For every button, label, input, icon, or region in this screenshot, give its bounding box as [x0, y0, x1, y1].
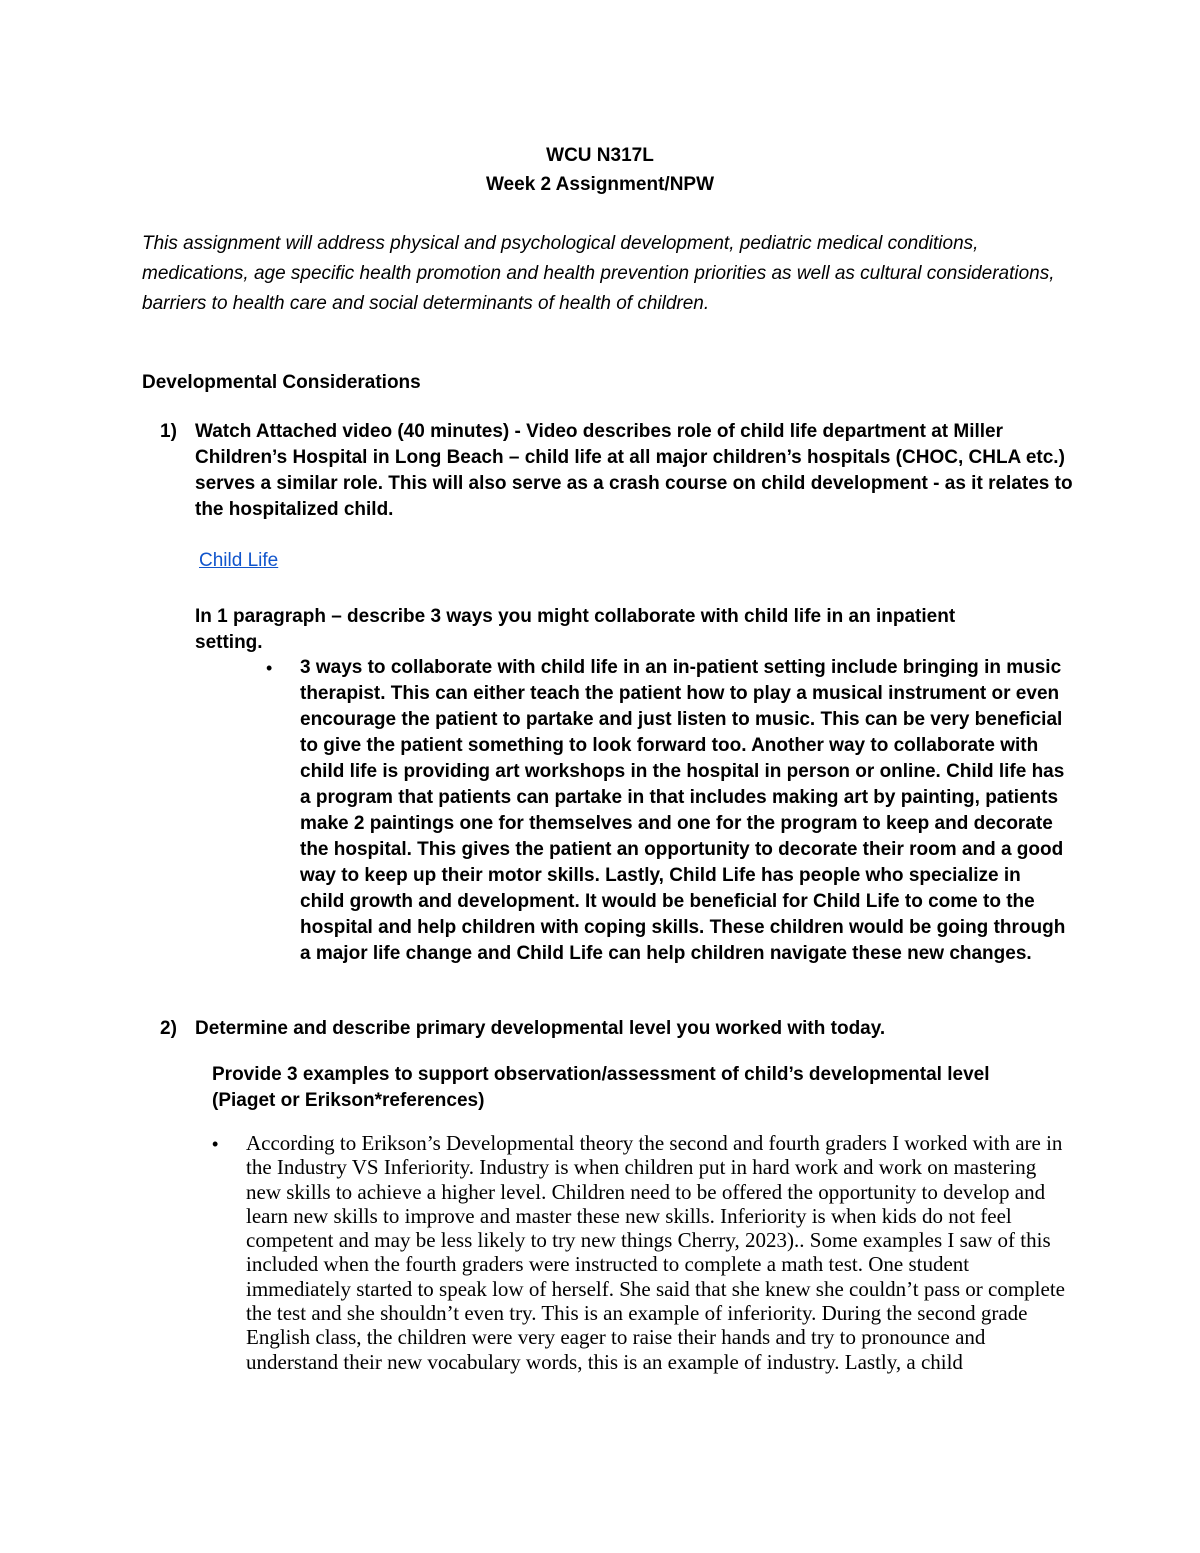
document-subtitle: Week 2 Assignment/NPW: [485, 174, 715, 195]
item-1-bullet-icon: •: [266, 658, 273, 678]
item-2-prompt: Provide 3 examples to support observation/assessment of child’s developmental level (Piaget or Erikson*references): [212, 1064, 990, 1111]
document-title: WCU N317L: [546, 145, 654, 166]
child-life-link[interactable]: Child Life: [199, 550, 279, 571]
item-2-text: Determine and describe primary developmental level you worked with today.: [195, 1018, 886, 1039]
item-2-bullet-icon: •: [212, 1134, 219, 1154]
item-2-number: 2): [160, 1018, 177, 1039]
assignment-intro: This assignment will address physical and psychological development, pediatric medical conditions, medications, age specific health promotion and health prevention priorities as well as cultural considerations, barriers to health care and social determinants of health of children.: [142, 233, 1055, 314]
item-1-prompt: In 1 paragraph – describe 3 ways you might collaborate with child life in an inpatient setting.: [195, 606, 956, 653]
item-1-answer: 3 ways to collaborate with child life in an in-patient setting include bringing in music therapist. This can either teach the patient how to play a musical instrument or even encourage the patient to partake and just listen to music. This can be very beneficial to give the patient something to look forward too. Another way to collaborate with child life is providing art workshops in the hospital in person or online. Child life has a program that patients can partake in that includes making art by painting, patients make 2 paintings one for themselves and one for the program to keep and decorate the hospital. This gives the patient an opportunity to decorate their room and a good way to keep up their motor skills. Lastly, Child Life has people who specialize in child growth and development. It would be beneficial for Child Life to come to the hospital and help children with coping skills. These children would be going through a major life change and Child Life can help children navigate these new changes.: [300, 657, 1066, 964]
item-1-text: Watch Attached video (40 minutes) - Video describes role of child life department at Miller Children’s Hospital in Long Beach – child life at all major children’s hospitals (CHOC, CHLA etc.) serves a similar role. This will also serve as a crash course on child development - as it relates to the hospitalized child.: [195, 421, 1073, 520]
section-heading: Developmental Considerations: [142, 372, 421, 393]
item-2-answer: According to Erikson’s Developmental theory the second and fourth graders I worked with are in the Industry VS Inferiority. Industry is when children put in hard work and work on mastering new skills to achieve a higher level. Children need to be offered the opportunity to develop and learn new skills to improve and master these new skills. Inferiority is when kids do not feel competent and may be less likely to try new things Cherry, 2023).. Some examples I saw of this included when the fourth graders were instructed to complete a math test. One student immediately started to speak low of herself. She said that she knew she couldn’t pass or complete the test and she shouldn’t even try. This is an example of inferiority. During the second grade English class, the children were very eager to raise their hands and try to pronounce and understand their new vocabulary words, this is an example of industry. Lastly, a child: [246, 1131, 1065, 1374]
item-1-number: 1): [160, 421, 177, 442]
